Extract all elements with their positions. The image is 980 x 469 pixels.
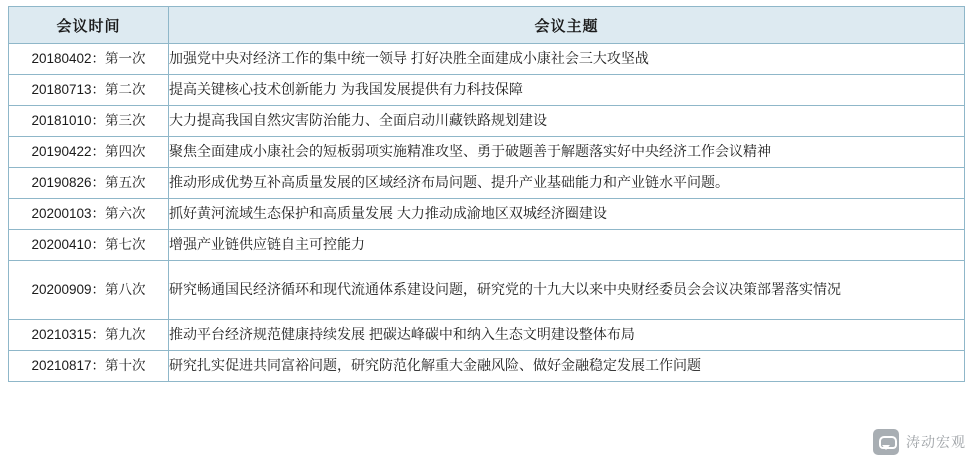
table-row [9, 106, 965, 137]
table-body [9, 44, 965, 382]
cell-meeting-time: 20200103：第六次 [9, 199, 169, 230]
cell-meeting-time: 20190422：第四次 [9, 137, 169, 168]
table-row [9, 230, 965, 261]
cell-meeting-time: 20210817：第十次 [9, 351, 169, 382]
cell-meeting-topic: 提高关键核心技术创新能力 为我国发展提供有力科技保障 [169, 75, 965, 106]
cell-meeting-time: 20190826：第五次 [9, 168, 169, 199]
watermark-label: 涛动宏观 [906, 434, 966, 450]
meeting-table-container [8, 6, 964, 382]
wechat-account-icon [873, 429, 899, 455]
cell-meeting-time: 20210315：第九次 [9, 320, 169, 351]
table-header [9, 7, 965, 44]
table-row [9, 44, 965, 75]
table-row [9, 75, 965, 106]
cell-meeting-topic: 加强党中央对经济工作的集中统一领导 打好决胜全面建成小康社会三大攻坚战 [169, 44, 965, 75]
table-row [9, 168, 965, 199]
cell-meeting-topic: 大力提高我国自然灾害防治能力、全面启动川藏铁路规划建设 [169, 106, 965, 137]
table-row [9, 137, 965, 168]
cell-meeting-topic: 增强产业链供应链自主可控能力 [169, 230, 965, 261]
cell-meeting-time: 20181010：第三次 [9, 106, 169, 137]
table-row [9, 261, 965, 320]
cell-meeting-topic: 研究畅通国民经济循环和现代流通体系建设问题，研究党的十九大以来中央财经委员会会议决策部署落实情况 [169, 261, 965, 320]
table-row [9, 320, 965, 351]
cell-meeting-topic: 推动形成优势互补高质量发展的区域经济布局问题、提升产业基础能力和产业链水平问题。 [169, 168, 965, 199]
cell-meeting-time: 20200410：第七次 [9, 230, 169, 261]
table-row [9, 199, 965, 230]
cell-meeting-topic: 研究扎实促进共同富裕问题，研究防范化解重大金融风险、做好金融稳定发展工作问题 [169, 351, 965, 382]
column-header-topic: 会议主题 [169, 7, 965, 44]
cell-meeting-time: 20180402：第一次 [9, 44, 169, 75]
meeting-table [8, 6, 965, 382]
watermark [873, 429, 966, 455]
cell-meeting-topic: 聚焦全面建成小康社会的短板弱项实施精准攻坚、勇于破题善于解题落实好中央经济工作会议精神 [169, 137, 965, 168]
table-header-row [9, 7, 965, 44]
cell-meeting-time: 20180713：第二次 [9, 75, 169, 106]
cell-meeting-topic: 推动平台经济规范健康持续发展 把碳达峰碳中和纳入生态文明建设整体布局 [169, 320, 965, 351]
cell-meeting-topic: 抓好黄河流域生态保护和高质量发展 大力推动成渝地区双城经济圈建设 [169, 199, 965, 230]
column-header-time: 会议时间 [9, 7, 169, 44]
cell-meeting-time: 20200909：第八次 [9, 261, 169, 320]
table-row [9, 351, 965, 382]
